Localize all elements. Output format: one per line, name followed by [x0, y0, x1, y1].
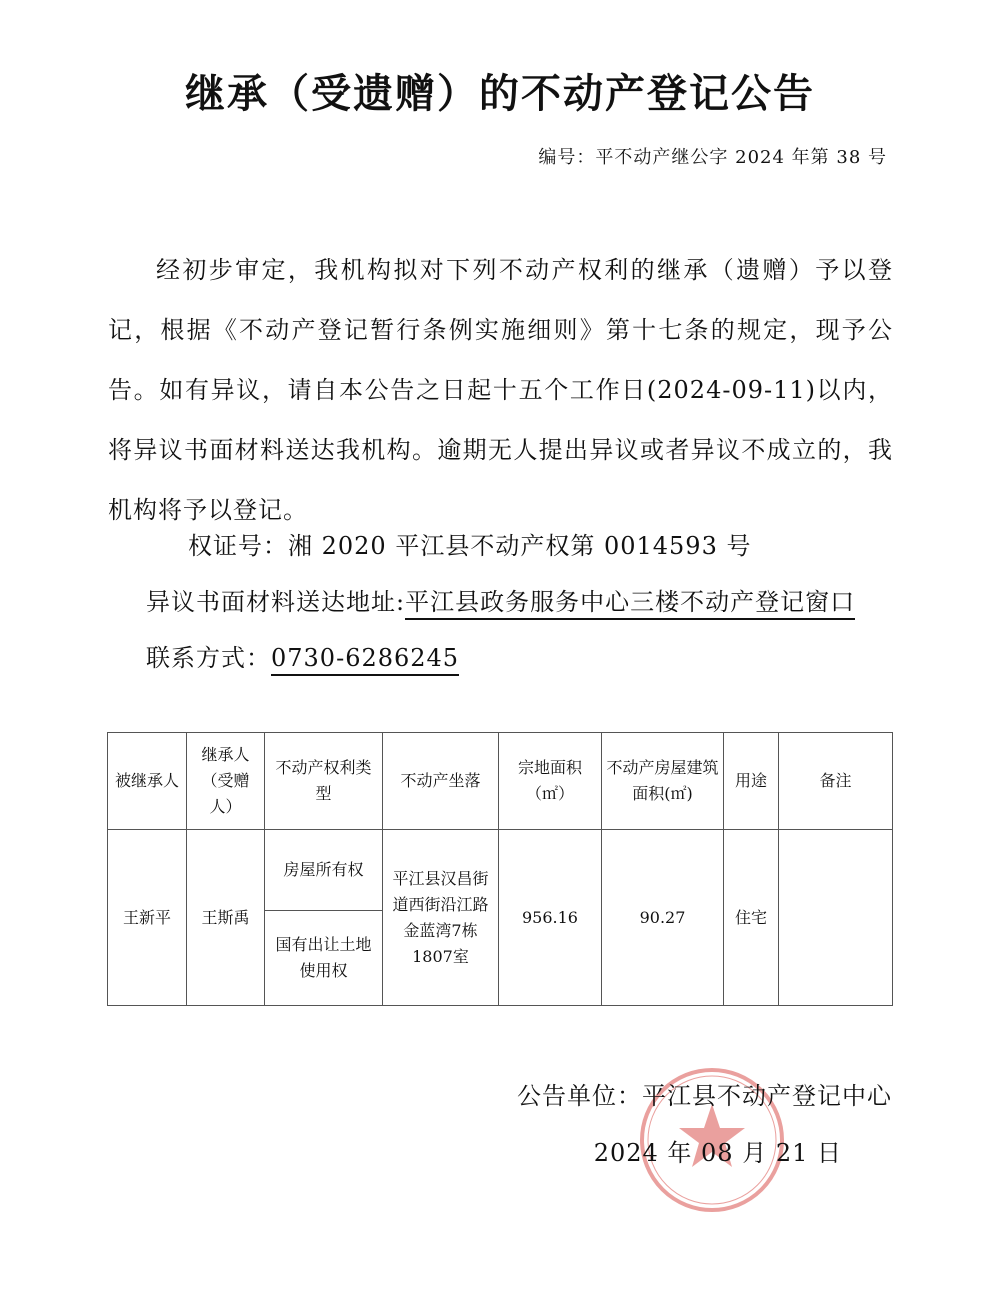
- cell-remark: [779, 830, 893, 1006]
- cell-heir: 王斯禹: [187, 830, 265, 1006]
- property-table: [107, 732, 893, 1006]
- header-decedent: 被继承人: [108, 733, 187, 830]
- address-value: 平江县政务服务中心三楼不动产登记窗口: [405, 588, 855, 620]
- header-usage: 用途: [724, 733, 779, 830]
- contact-phone: 0730-6286245: [271, 644, 459, 676]
- header-building-area: 不动产房屋建筑面积(㎡): [602, 733, 724, 830]
- cell-land-area: 956.16: [499, 830, 602, 1006]
- cell-decedent: 王新平: [108, 830, 187, 1006]
- cell-right-type-house: 房屋所有权: [265, 830, 383, 911]
- certificate-number: 权证号：湘 2020 平江县不动产权第 0014593 号: [188, 532, 752, 560]
- contact-label: 联系方式：: [146, 644, 271, 672]
- contact-info: [146, 634, 459, 682]
- table-row: [108, 830, 893, 911]
- issue-date: 2024 年 08 月 21 日: [593, 1139, 842, 1167]
- table-header-row: [108, 733, 893, 830]
- cell-right-type-land: 国有出让土地使用权: [265, 911, 383, 1006]
- address-label: 异议书面材料送达地址:: [146, 588, 406, 616]
- notice-body: 经初步审定，我机构拟对下列不动产权利的继承（遗赠）予以登记，根据《不动产登记暂行条例实施细则》第十七条的规定，现予公告。如有异议，请自本公告之日起十五个工作日(2024-09-11)以内，将异议书面材料送达我机构。逾期无人提出异议或者异议不成立的，我机构将予以登记。: [108, 256, 893, 524]
- header-right-type: 不动产权利类 型: [265, 733, 383, 830]
- objection-address: [146, 578, 855, 626]
- cell-building-area: 90.27: [602, 830, 724, 1006]
- notice-title: 继承（受遗赠）的不动产登记公告: [185, 71, 815, 117]
- cell-usage: 住宅: [724, 830, 779, 1006]
- header-remark: 备注: [779, 733, 893, 830]
- header-location: 不动产坐落: [383, 733, 499, 830]
- header-land-area: 宗地面积（㎡）: [499, 733, 602, 830]
- header-heir: 继承人（受赠人）: [187, 733, 265, 830]
- issuing-unit: 公告单位：平江县不动产登记中心: [517, 1082, 892, 1110]
- document-number: 编号：平不动产继公字 2024 年第 38 号: [538, 147, 887, 168]
- cell-location: 平江县汉昌街道西街沿江路金蓝湾7栋1807室: [383, 830, 499, 1006]
